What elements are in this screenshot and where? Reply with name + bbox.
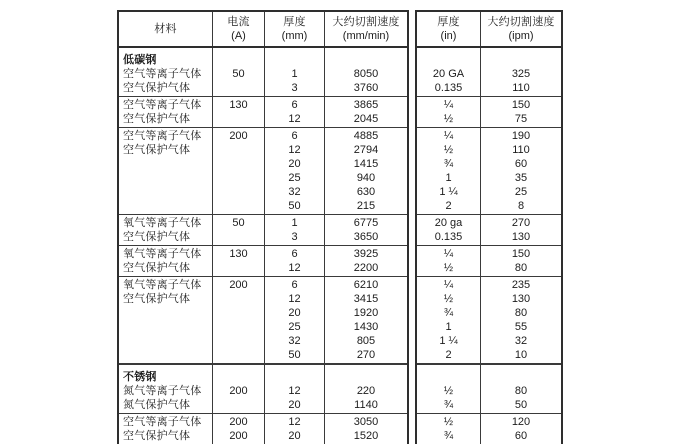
imperial-group-row	[417, 414, 561, 444]
imperial-group-row	[417, 48, 561, 97]
thickness-mm-cell	[265, 48, 325, 96]
header-speed-mm-unit: (mm/min)	[342, 30, 390, 42]
cell-line: 50	[232, 68, 245, 80]
cell-line: 1 ¼	[439, 186, 458, 198]
cell-line: 215	[356, 200, 376, 212]
blank-line	[417, 53, 480, 67]
metric-group-row	[119, 364, 407, 414]
header-current-label: 电流	[227, 16, 250, 28]
thickness-mm-cell	[265, 215, 325, 245]
cell-line: 6	[291, 248, 298, 260]
header-speed-mm-label: 大约切割速度	[332, 16, 400, 28]
cell-line: 80	[514, 385, 528, 397]
blank-line	[417, 370, 480, 384]
cell-line: 1	[291, 68, 298, 80]
thickness-mm-cell	[265, 128, 325, 214]
speed-mm-cell	[325, 48, 407, 96]
material-cell	[119, 97, 213, 127]
metric-group-row	[119, 277, 407, 364]
material-cell	[119, 128, 213, 214]
speed-ipm-cell	[481, 246, 561, 276]
speed-mm-cell	[325, 128, 407, 214]
blank-line	[481, 53, 561, 67]
metric-group-row	[119, 48, 407, 97]
cell-line: 805	[356, 335, 376, 347]
cell-line: 空气保护气体	[123, 82, 191, 94]
cell-line: 不锈钢	[123, 371, 157, 383]
imperial-group-row	[417, 215, 561, 246]
blank-line	[265, 370, 324, 384]
thickness-in-cell	[417, 128, 481, 214]
thickness-in-cell	[417, 97, 481, 127]
imperial-table	[415, 10, 563, 444]
imperial-group-row	[417, 246, 561, 277]
speed-mm-cell	[325, 97, 407, 127]
header-current-unit: (A)	[231, 30, 246, 42]
cell-line: 6	[291, 130, 298, 142]
blank-line	[213, 370, 264, 384]
speed-mm-cell	[325, 365, 407, 413]
blank-line	[325, 370, 407, 384]
cell-line: ½	[443, 113, 454, 125]
cell-line: 12	[288, 113, 301, 125]
cell-line: 3760	[353, 82, 379, 94]
cell-line: 150	[511, 99, 531, 111]
cell-line: 130	[511, 293, 531, 305]
cell-line: 8	[517, 200, 525, 212]
cell-line: 4885	[353, 130, 379, 142]
cell-line: 空气保护气体	[123, 262, 191, 274]
header-thickness-in-unit: (in)	[440, 30, 457, 42]
speed-ipm-cell	[481, 215, 561, 245]
cell-line: 12	[288, 385, 301, 397]
current-cell	[213, 277, 265, 363]
cell-line: 190	[511, 130, 531, 142]
cell-line: 1430	[353, 321, 379, 333]
metric-table-header	[119, 12, 407, 48]
cell-line: 2	[445, 349, 452, 361]
cell-line: 1	[445, 172, 452, 184]
cell-line: ¼	[443, 248, 454, 260]
cell-line: 220	[356, 385, 376, 397]
cell-line: 200	[229, 416, 248, 428]
cell-line: 25	[514, 186, 528, 198]
cell-line: 空气保护气体	[123, 144, 191, 156]
imperial-group-row	[417, 97, 561, 128]
cell-line: 120	[511, 416, 531, 428]
cell-line: 3	[291, 231, 298, 243]
cell-line: 2794	[353, 144, 379, 156]
cell-line: 空气保护气体	[123, 231, 191, 243]
thickness-mm-cell	[265, 246, 325, 276]
cell-line: 270	[356, 349, 376, 361]
cell-line: 氮气等离子气体	[123, 385, 202, 397]
cell-line: 3650	[353, 231, 379, 243]
cell-line: 2200	[353, 262, 379, 274]
header-current	[213, 12, 265, 46]
material-cell	[119, 48, 213, 96]
metric-group-row	[119, 246, 407, 277]
cell-line: 1140	[354, 399, 378, 411]
cell-line: 氧气等离子气体	[123, 248, 202, 260]
header-thickness-mm-unit: (mm)	[281, 30, 308, 42]
cell-line: ¼	[443, 99, 454, 111]
cell-line: 12	[288, 144, 301, 156]
imperial-table-header	[417, 12, 561, 48]
cell-line: 55	[514, 321, 528, 333]
thickness-in-cell	[417, 365, 481, 413]
cell-line: 氮气保护气体	[123, 399, 191, 411]
speed-ipm-cell	[481, 97, 561, 127]
cell-line: 1 ¼	[439, 335, 458, 347]
cell-line: 空气保护气体	[123, 293, 191, 305]
material-cell	[119, 414, 213, 444]
cell-line: 3050	[353, 416, 379, 428]
cell-line: 1520	[353, 430, 379, 442]
cell-line: 200	[229, 130, 248, 142]
cell-line: 130	[511, 231, 531, 243]
cell-line: ¼	[443, 279, 454, 291]
cell-line: 130	[229, 248, 248, 260]
cell-line: 20 ga	[434, 217, 463, 229]
cell-line: 空气等离子气体	[123, 130, 202, 142]
cell-line: 1920	[353, 307, 379, 319]
material-cell	[119, 246, 213, 276]
cell-line: 150	[511, 248, 531, 260]
cell-line: 空气等离子气体	[123, 68, 202, 80]
cell-line: 1415	[353, 158, 379, 170]
metric-group-row	[119, 97, 407, 128]
cell-line: 12	[288, 262, 301, 274]
cell-line: 200	[229, 279, 248, 291]
current-cell	[213, 414, 265, 444]
cell-line: 110	[512, 82, 530, 94]
cell-line: 6210	[353, 279, 379, 291]
cell-line: 60	[514, 430, 528, 442]
cell-line: 空气等离子气体	[123, 416, 202, 428]
cell-line: ¼	[443, 130, 454, 142]
blank-line	[325, 53, 407, 67]
current-cell	[213, 48, 265, 96]
header-thickness-in-label: 厚度	[437, 16, 460, 28]
material-cell	[119, 277, 213, 363]
header-speed-mm	[325, 12, 407, 46]
cell-line: 1	[291, 217, 298, 229]
cell-line: 2045	[353, 113, 379, 125]
imperial-group-row	[417, 128, 561, 215]
cell-line: 270	[511, 217, 531, 229]
cell-line: ¾	[443, 158, 454, 170]
metric-group-row	[119, 215, 407, 246]
speed-ipm-cell	[481, 277, 561, 363]
cell-line: 32	[288, 186, 301, 198]
cell-line: 0.135	[434, 231, 463, 243]
cell-line: 235	[511, 279, 531, 291]
header-speed-ipm-unit: (ipm)	[508, 30, 534, 42]
cell-line: 20	[288, 399, 301, 411]
metric-group-row	[119, 414, 407, 444]
cell-line: 80	[514, 307, 528, 319]
cell-line: 20	[288, 307, 301, 319]
cell-line: 20 GA	[432, 68, 465, 80]
header-thickness-in	[417, 12, 481, 46]
cell-line: 50	[288, 349, 301, 361]
imperial-group-row	[417, 364, 561, 414]
cell-line: 12	[288, 293, 301, 305]
header-material	[119, 12, 213, 46]
blank-line	[481, 370, 561, 384]
cell-line: 75	[514, 113, 528, 125]
material-cell	[119, 215, 213, 245]
cutting-speed-tables	[117, 10, 563, 444]
cell-line: 低碳钢	[123, 54, 157, 66]
cell-line: 35	[514, 172, 528, 184]
cell-line: ½	[443, 262, 454, 274]
cell-line: 25	[288, 172, 301, 184]
cell-line: 32	[288, 335, 301, 347]
cell-line: ½	[443, 144, 454, 156]
header-speed-ipm-label: 大约切割速度	[487, 16, 555, 28]
cell-line: ¾	[443, 399, 454, 411]
cell-line: 6775	[353, 217, 379, 229]
cell-line: 50	[514, 399, 528, 411]
cell-line: 6	[291, 279, 298, 291]
cell-line: ¾	[443, 307, 454, 319]
metric-table	[117, 10, 409, 444]
current-cell	[213, 365, 265, 413]
thickness-mm-cell	[265, 277, 325, 363]
metric-table-body	[119, 48, 407, 444]
speed-mm-cell	[325, 246, 407, 276]
cell-line: 8050	[353, 68, 379, 80]
cell-line: 空气等离子气体	[123, 99, 202, 111]
cell-line: 60	[514, 158, 528, 170]
speed-mm-cell	[325, 277, 407, 363]
cell-line: 20	[288, 158, 301, 170]
imperial-group-row	[417, 277, 561, 364]
cell-line: 50	[232, 217, 245, 229]
material-cell	[119, 365, 213, 413]
cell-line: 12	[288, 416, 301, 428]
cell-line: 3925	[353, 248, 379, 260]
cell-line: 1	[445, 321, 452, 333]
header-material-label: 材料	[154, 23, 177, 35]
cell-line: 空气保护气体	[123, 113, 191, 125]
speed-ipm-cell	[481, 414, 561, 444]
cell-line: 940	[356, 172, 376, 184]
current-cell	[213, 97, 265, 127]
speed-mm-cell	[325, 414, 407, 444]
cell-line: 氧气等离子气体	[123, 217, 202, 229]
thickness-in-cell	[417, 414, 481, 444]
speed-ipm-cell	[481, 365, 561, 413]
cell-line: 3865	[353, 99, 379, 111]
thickness-mm-cell	[265, 97, 325, 127]
current-cell	[213, 128, 265, 214]
cell-line: 200	[229, 385, 248, 397]
cell-line: 32	[514, 335, 528, 347]
thickness-mm-cell	[265, 414, 325, 444]
speed-ipm-cell	[481, 48, 561, 96]
cell-line: ½	[443, 416, 454, 428]
thickness-in-cell	[417, 48, 481, 96]
thickness-in-cell	[417, 246, 481, 276]
cell-line: 630	[356, 186, 376, 198]
blank-line	[213, 53, 264, 67]
speed-mm-cell	[325, 215, 407, 245]
cell-line: 200	[229, 430, 248, 442]
cell-line: 130	[229, 99, 248, 111]
cell-line: 3	[291, 82, 298, 94]
cell-line: 氧气等离子气体	[123, 279, 202, 291]
cell-line: 50	[288, 200, 301, 212]
header-thickness-mm-label: 厚度	[283, 16, 306, 28]
speed-ipm-cell	[481, 128, 561, 214]
thickness-in-cell	[417, 215, 481, 245]
metric-group-row	[119, 128, 407, 215]
current-cell	[213, 246, 265, 276]
current-cell	[213, 215, 265, 245]
cell-line: 2	[445, 200, 452, 212]
blank-line	[265, 53, 324, 67]
thickness-in-cell	[417, 277, 481, 363]
header-speed-ipm	[481, 12, 561, 46]
cell-line: 3415	[353, 293, 379, 305]
cell-line: 6	[291, 99, 298, 111]
cell-line: ¾	[443, 430, 454, 442]
imperial-table-body	[417, 48, 561, 444]
cell-line: ½	[443, 293, 454, 305]
cell-line: 0.135	[434, 82, 463, 94]
cell-line: ½	[443, 385, 454, 397]
cell-line: 25	[288, 321, 301, 333]
cell-line: 325	[511, 68, 531, 80]
cell-line: 20	[288, 430, 301, 442]
cell-line: 110	[512, 144, 530, 156]
cell-line: 10	[514, 349, 528, 361]
cell-line: 80	[514, 262, 528, 274]
thickness-mm-cell	[265, 365, 325, 413]
header-thickness-mm	[265, 12, 325, 46]
cell-line: 空气保护气体	[123, 430, 191, 442]
